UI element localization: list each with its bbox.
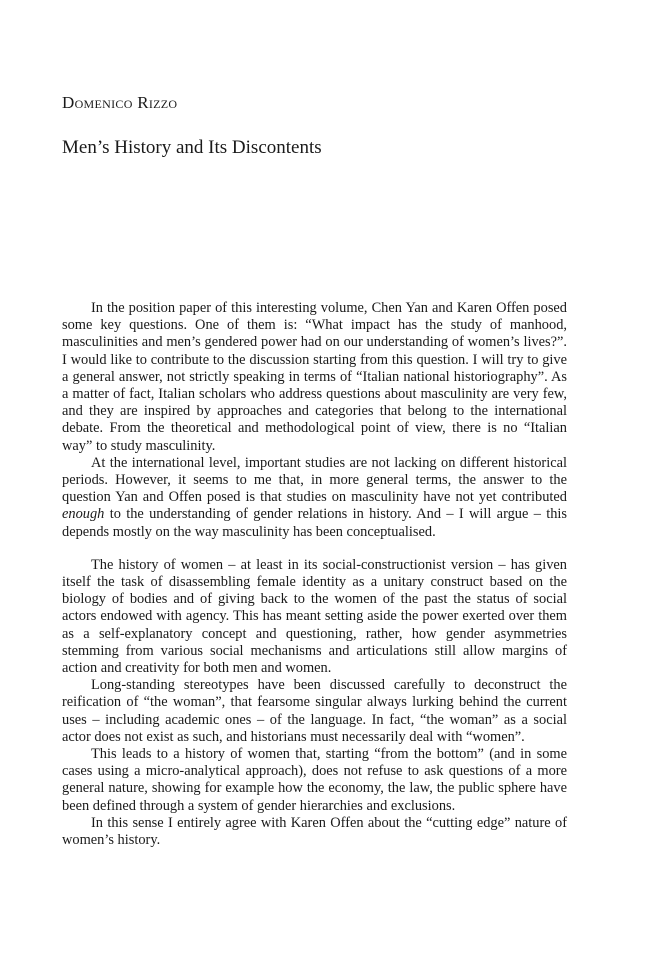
- author-name: Domenico Rizzo: [62, 93, 178, 112]
- chapter-body: [62, 300, 567, 849]
- chapter-title: Men’s History and Its Discontents: [62, 137, 322, 158]
- paragraph-text: to the understanding of gender relations in history. And – I will argue – this depends mostly on the way masculinity has been conceptualised.: [62, 506, 567, 540]
- paragraph-text: At the international level, important studies are not lacking on different historical periods. However, it seems to me that, in more general terms, the answer to the question Yan and Offen posed is that studies on masculinity have not yet contributed: [62, 454, 567, 506]
- paragraph: In this sense I entirely agree with Karen Offen about the “cutting edge” nature of women’s history.: [62, 814, 567, 849]
- paragraph: Long-standing stereotypes have been discussed carefully to deconstruct the reification of “the woman”, that fearsome singular always lurking behind the current uses – including academic ones – of the language. In fact, “the woman” as a social actor does not exist as such, and historians must necessarily deal with “women”.: [62, 677, 567, 745]
- section-break: [62, 541, 567, 557]
- emphasis-text: enough: [62, 506, 105, 523]
- paragraph: [62, 455, 567, 541]
- paragraph: In the position paper of this interesting volume, Chen Yan and Karen Offen posed some key questions. One of them is: “What impact has the study of manhood, masculinities and men’s gendered power had on our understanding of women’s lives?”. I would like to contribute to the discussion starting from this question. I will try to give a general answer, not strictly speaking in terms of “Italian national historiography”. As a matter of fact, Italian scholars who address questions about masculinity are very few, and they are inspired by approaches and categories that belong to the international debate. From the theoretical and methodological point of view, there is no “Italian way” to study masculinity.: [62, 300, 567, 454]
- paragraph: The history of women – at least in its social-constructionist version – has given itself the task of disassembling female identity as a unitary construct based on the biology of bodies and of giving back to the women of the past the status of social actors endowed with agency. This has meant setting aside the power exerted over them as a self-explanatory concept and questioning, rather, how gender asymmetries stemming from various social mechanisms and articulations still allow margins of action and creativity for both men and women.: [62, 556, 567, 677]
- paragraph: This leads to a history of women that, starting “from the bottom” (and in some cases using a micro-analytical approach), does not refuse to ask questions of a more general nature, showing for example how the economy, the law, the public sphere have been defined through a system of gender hierarchies and exclusions.: [62, 746, 567, 814]
